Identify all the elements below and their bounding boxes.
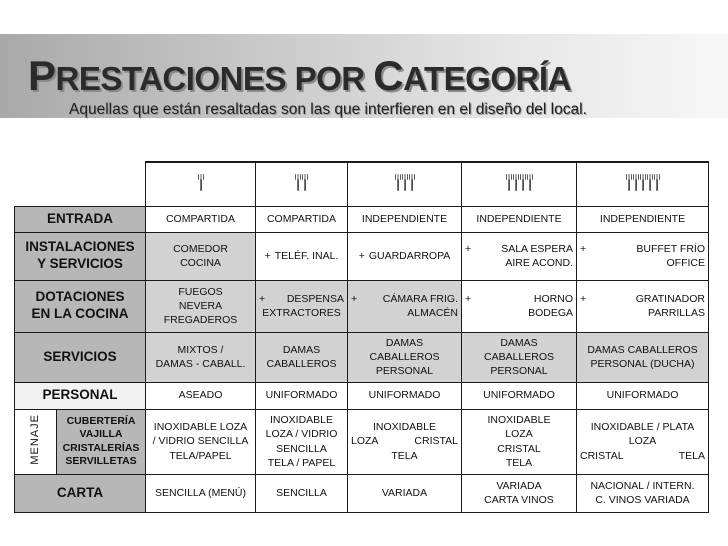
row-instalaciones: [15, 232, 709, 280]
row-label-dotaciones: DOTACIONES EN LA COCINA: [15, 280, 146, 332]
fork-icon-group: [395, 174, 415, 191]
row-label-instalaciones: INSTALACIONES Y SERVICIOS: [15, 232, 146, 280]
table-cell: + CÁMARA FRIG. ALMACÉN: [348, 280, 462, 332]
fork-icon-group: [506, 174, 533, 191]
menaje-items: CUBERTERÍA VAJILLA CRISTALERÍAS SERVILLETAS: [57, 409, 146, 474]
row-label-entrada: ENTRADA: [15, 206, 146, 232]
category-2-forks: [256, 162, 348, 206]
table-cell: INDEPENDIENTE: [577, 206, 709, 232]
plus-icon: +: [580, 242, 587, 255]
category-header-row: [15, 162, 709, 206]
table-cell: + HORNO BODEGA: [462, 280, 577, 332]
table-cell: INOXIDABLE / PLATA LOZA CRISTAL TELA: [577, 409, 709, 474]
category-4-forks: [462, 162, 577, 206]
fork-icon-group: [626, 174, 660, 191]
category-5-forks: [577, 162, 709, 206]
row-dotaciones: [15, 280, 709, 332]
table-cell: + DESPENSA EXTRACTORES: [256, 280, 348, 332]
plus-icon: +: [264, 249, 271, 262]
category-1-forks: [146, 162, 256, 206]
fork-icon: [302, 174, 308, 191]
table-cell: NACIONAL / INTERN. C. VINOS VARIADA: [577, 474, 709, 512]
page-subtitle: Aquellas que están resaltadas son las que interfieren en el diseño del local.: [69, 101, 587, 118]
row-carta: [15, 474, 709, 512]
table-cell: VARIADA: [348, 474, 462, 512]
table-cell: INDEPENDIENTE: [462, 206, 577, 232]
fork-icon: [506, 174, 512, 191]
table-cell: INDEPENDIENTE: [348, 206, 462, 232]
table-cell: + GUARDARROPA: [348, 232, 462, 280]
table-cell: UNIFORMADO: [577, 382, 709, 409]
row-personal: [15, 382, 709, 409]
plus-icon: +: [259, 292, 266, 305]
table-cell: UNIFORMADO: [348, 382, 462, 409]
row-servicios: [15, 332, 709, 382]
table-cell: DAMAS CABALLEROS PERSONAL: [462, 332, 577, 382]
fork-icon: [513, 174, 519, 191]
fork-icon: [647, 174, 653, 191]
table-cell: UNIFORMADO: [256, 382, 348, 409]
row-entrada: [15, 206, 709, 232]
plus-icon: +: [465, 242, 472, 255]
table-cell: + TELÉF. INAL.: [256, 232, 348, 280]
fork-icon: [395, 174, 401, 191]
fork-icon: [654, 174, 660, 191]
page-title: PRESTACIONES POR CATEGORÍA: [28, 52, 571, 99]
fork-icon-group: [295, 174, 308, 191]
table-cell: + BUFFET FRÍO OFFICE: [577, 232, 709, 280]
row-label-menaje: MENAJE: [15, 409, 57, 474]
table-cell: UNIFORMADO: [462, 382, 577, 409]
plus-icon: +: [358, 249, 365, 262]
row-label-personal: PERSONAL: [15, 382, 146, 409]
fork-icon: [520, 174, 526, 191]
table-cell: COMPARTIDA: [146, 206, 256, 232]
table-cell: + SALA ESPERA AIRE ACOND.: [462, 232, 577, 280]
fork-icon-group: [198, 174, 204, 191]
table-cell: INOXIDABLE LOZA CRISTAL TELA: [348, 409, 462, 474]
fork-icon: [640, 174, 646, 191]
plus-icon: +: [465, 292, 472, 305]
categories-table: [14, 161, 709, 513]
fork-icon: [527, 174, 533, 191]
table-cell: + GRATINADOR PARRILLAS: [577, 280, 709, 332]
table-cell: SENCILLA (MENÚ): [146, 474, 256, 512]
fork-icon: [402, 174, 408, 191]
table-cell: ASEADO: [146, 382, 256, 409]
table-cell: COMEDOR COCINA: [146, 232, 256, 280]
table-cell: VARIADA CARTA VINOS: [462, 474, 577, 512]
plus-icon: +: [351, 292, 358, 305]
table-cell: DAMAS CABALLEROS PERSONAL: [348, 332, 462, 382]
row-label-servicios: SERVICIOS: [15, 332, 146, 382]
plus-icon: +: [580, 292, 587, 305]
table-cell: DAMAS CABALLEROS: [256, 332, 348, 382]
category-3-forks: [348, 162, 462, 206]
fork-icon: [409, 174, 415, 191]
table-cell: INOXIDABLE LOZA / VIDRIO SENCILLA TELA / PAPEL: [256, 409, 348, 474]
fork-icon: [633, 174, 639, 191]
row-label-carta: CARTA: [15, 474, 146, 512]
fork-icon: [295, 174, 301, 191]
row-menaje: [15, 409, 709, 474]
table-cell: COMPARTIDA: [256, 206, 348, 232]
table-cell: DAMAS CABALLEROS PERSONAL (DUCHA): [577, 332, 709, 382]
table-cell: INOXIDABLE LOZA / VIDRIO SENCILLA TELA/PAPEL: [146, 409, 256, 474]
table-cell: SENCILLA: [256, 474, 348, 512]
table-cell: MIXTOS / DAMAS - CABALL.: [146, 332, 256, 382]
table-cell: FUEGOS NEVERA FREGADEROS: [146, 280, 256, 332]
fork-icon: [198, 174, 204, 191]
fork-icon: [626, 174, 632, 191]
table-cell: INOXIDABLE LOZA CRISTAL TELA: [462, 409, 577, 474]
